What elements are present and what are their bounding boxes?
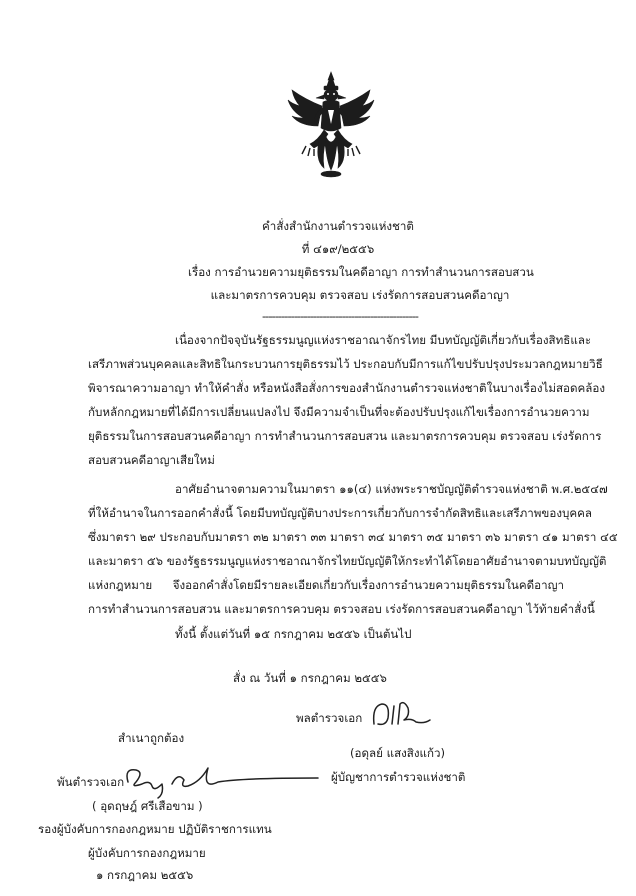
effective-date: ทั้งนี้ ตั้งแต่วันที่ ๑๕ กรกฎาคม ๒๕๕๖ เป็นต้นไป bbox=[175, 627, 412, 641]
paragraph-line: แห่งกฎหมาย จึงออกคำสั่งโดยมีรายละเอียดเกี่ยวกับเรื่องการอำนวยความยุติธรรมในคดีอาญา bbox=[88, 578, 564, 592]
order-title: คำสั่งสำนักงานตำรวจแห่งชาติ bbox=[262, 219, 414, 233]
certifier-position-line-2: ผู้บังคับการกองกฎหมาย bbox=[88, 846, 206, 860]
paragraph-line: เสรีภาพส่วนบุคคลและสิทธิในกระบวนการยุติธรรมไว้ ประกอบกับมีการแก้ไขปรับปรุงประมวลกฎหมายวิธี bbox=[88, 357, 603, 371]
garuda-emblem bbox=[284, 70, 378, 182]
certification-date: ๑ กรกฎาคม ๒๕๕๖ bbox=[96, 868, 194, 882]
paragraph-line: กับหลักกฎหมายที่ได้มีการเปลี่ยนแปลงไป จึงมีความจำเป็นที่จะต้องปรับปรุงแก้ไขเรื่องการอำนวยความ bbox=[88, 405, 590, 419]
certifier-name: ( อุดฤษฎ์ ศรีเสือขาม ) bbox=[92, 799, 203, 813]
paragraph-line: สอบสวนคดีอาญาเสียใหม่ bbox=[88, 453, 215, 467]
certifier-signature bbox=[122, 760, 322, 800]
subject-line-1: เรื่อง การอำนวยความยุติธรรมในคดีอาญา การทำสำนวนการสอบสวน bbox=[188, 265, 534, 279]
paragraph-line: ที่ให้อำนาจในการออกคำสั่งนี้ โดยมีบทบัญญัติบางประการเกี่ยวกับการจำกัดสิทธิและเสรีภาพของบุคคล bbox=[88, 506, 592, 520]
signatory-name: (อดุลย์ แสงสิงแก้ว) bbox=[350, 746, 446, 760]
subject-line-2: และมาตรการควบคุม ตรวจสอบ เร่งรัดการสอบสวนคดีอาญา bbox=[210, 288, 510, 302]
paragraph-line: อาศัยอำนาจตามความในมาตรา ๑๑(๔) แห่งพระราชบัญญัติตำรวจแห่งชาติ พ.ศ.๒๕๔๗ bbox=[175, 482, 608, 496]
certified-copy-label: สำเนาถูกต้อง bbox=[118, 731, 185, 745]
paragraph-line: และมาตรา ๕๖ ของรัฐธรรมนูญแห่งราชอาณาจักรไทยบัญญัติให้กระทำได้โดยอาศัยอำนาจตามบทบัญญัติ bbox=[88, 554, 607, 568]
paragraph-line: ซึ่งมาตรา ๒๙ ประกอบกับมาตรา ๓๒ มาตรา ๓๓ มาตรา ๓๔ มาตรา ๓๕ มาตรา ๓๖ มาตรา ๔๑ มาตรา ๔๕ bbox=[88, 530, 618, 544]
signatory-rank: พลตำรวจเอก bbox=[296, 711, 363, 725]
header-divider: ------------------------------------------------- bbox=[262, 309, 418, 323]
certifier-rank: พันตำรวจเอก bbox=[57, 775, 125, 789]
paragraph-line: การทำสำนวนการสอบสวน และมาตรการควบคุม ตรวจสอบ เร่งรัดการสอบสวนคดีอาญา ไว้ท้ายคำสั่งนี้ bbox=[88, 602, 595, 616]
paragraph-line: เนื่องจากปัจจุบันรัฐธรรมนูญแห่งราชอาณาจักรไทย มีบทบัญญัติเกี่ยวกับเรื่องสิทธิและ bbox=[175, 333, 592, 347]
certifier-position-line-1: รองผู้บังคับการกองกฎหมาย ปฏิบัติราชการแทน bbox=[38, 822, 272, 836]
signatory-position: ผู้บัญชาการตำรวจแห่งชาติ bbox=[331, 770, 466, 784]
order-date: สั่ง ณ วันที่ ๑ กรกฎาคม ๒๕๕๖ bbox=[233, 671, 387, 685]
paragraph-line: ยุติธรรมในการสอบสวนคดีอาญา การทำสำนวนการสอบสวน และมาตรการควบคุม ตรวจสอบ เร่งรัดการ bbox=[88, 429, 602, 443]
paragraph-line: พิจารณาความอาญา ทำให้คำสั่ง หรือหนังสือสั่งการของสำนักงานตำรวจแห่งชาติในบางเรื่องไม่สอดคล้อง bbox=[88, 381, 606, 395]
order-number: ที่ ๔๑๙/๒๕๕๖ bbox=[301, 242, 375, 256]
signatory-signature bbox=[368, 694, 438, 734]
